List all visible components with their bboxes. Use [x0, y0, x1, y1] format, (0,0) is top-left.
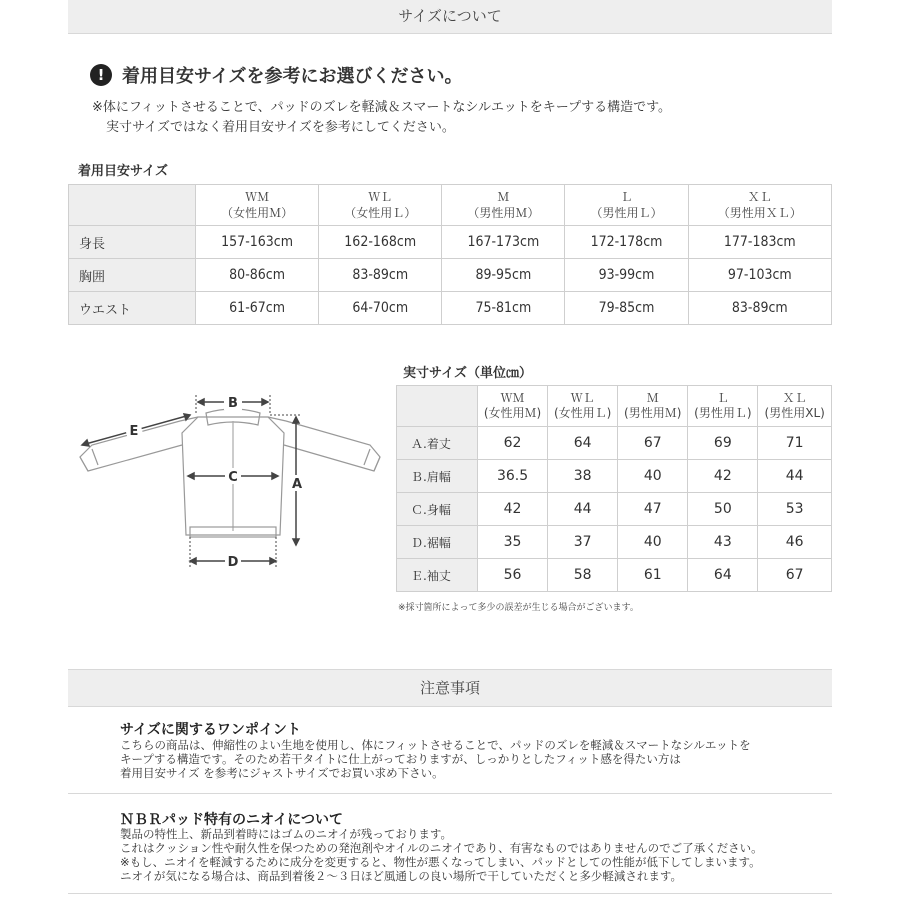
notice-line-2: 実寸サイズではなく着用目安サイズを参考にしてください。 — [106, 120, 455, 135]
column-note: （女性用Ｌ） — [344, 206, 417, 220]
column-size: Ｌ — [620, 190, 633, 204]
table-cell: 75-81cm — [442, 292, 565, 325]
row-label: ウエスト — [69, 292, 196, 325]
table-cell: 71 — [758, 427, 832, 460]
table-header-row — [397, 386, 832, 427]
column-note: （男性用ＸＬ） — [717, 206, 802, 220]
table-cell: 37 — [548, 526, 618, 559]
column-size: ＷＬ — [570, 391, 595, 405]
column-header — [758, 386, 832, 427]
table-cell: 167-173cm — [442, 226, 565, 259]
table-cell: 53 — [758, 493, 832, 526]
table-row — [69, 226, 832, 259]
table-cell: 80-86cm — [196, 259, 319, 292]
row-label: Ａ.着丈 — [397, 427, 478, 460]
table-cell: 40 — [618, 460, 688, 493]
table-cell: 83-89cm — [688, 292, 831, 325]
column-size: ＷＬ — [368, 190, 393, 204]
column-header — [478, 386, 548, 427]
caution-section-header — [68, 669, 832, 707]
table-cell: 38 — [548, 460, 618, 493]
notice-title: 着用目安サイズを参考にお選びください。 — [122, 66, 463, 87]
table-cell: 69 — [688, 427, 758, 460]
column-header — [548, 386, 618, 427]
table-cell: 61-67cm — [196, 292, 319, 325]
table-cell: 56 — [478, 559, 548, 592]
size-section-header — [68, 0, 832, 34]
section-heading-nbr-odor: ＮＢＲパッド特有のニオイについて — [120, 812, 344, 828]
table-cell: 64 — [688, 559, 758, 592]
label-b: B — [228, 396, 238, 411]
table-row — [397, 493, 832, 526]
table-cell: 64-70cm — [319, 292, 442, 325]
table-cell: 67 — [618, 427, 688, 460]
column-header — [319, 185, 442, 226]
column-size: ＸＬ — [747, 190, 772, 204]
measurement-arrows — [82, 395, 303, 567]
table-cell: 47 — [618, 493, 688, 526]
table-cell: 89-95cm — [442, 259, 565, 292]
exclamation-icon: ! — [90, 64, 112, 86]
actual-size-table — [396, 385, 832, 592]
table-cell: 35 — [478, 526, 548, 559]
section-divider — [68, 893, 832, 894]
table-corner — [397, 386, 478, 427]
column-header — [565, 185, 688, 226]
table-cell: 46 — [758, 526, 832, 559]
column-header — [442, 185, 565, 226]
table-row — [397, 559, 832, 592]
column-note: (男性用XL) — [764, 406, 825, 420]
column-note: (男性用Ｌ) — [694, 406, 752, 420]
fit-size-table — [68, 184, 832, 325]
table-cell: 162-168cm — [319, 226, 442, 259]
column-header — [618, 386, 688, 427]
size-section-title: サイズについて — [398, 7, 502, 25]
table-cell: 62 — [478, 427, 548, 460]
table-row — [397, 526, 832, 559]
column-size: Ｌ — [716, 391, 729, 405]
column-note: (女性用Ｌ) — [553, 406, 612, 420]
table-cell: 44 — [758, 460, 832, 493]
actual-table-label: 実寸サイズ（単位㎝） — [403, 366, 532, 381]
table-cell: 58 — [548, 559, 618, 592]
table-cell: 43 — [688, 526, 758, 559]
section-text-line: ※もし、ニオイを軽減するために成分を変更すると、物性が悪くなってしまい、パッドとしての性能が低下してしまいます。 — [120, 855, 761, 869]
table-cell: 36.5 — [478, 460, 548, 493]
table-row — [69, 259, 832, 292]
table-cell: 177-183cm — [688, 226, 831, 259]
row-label: Ｄ.裾幅 — [397, 526, 478, 559]
jacket-measurement-diagram — [70, 385, 390, 585]
table-cell: 97-103cm — [688, 259, 831, 292]
row-label: 身長 — [69, 226, 196, 259]
column-note: （女性用Ｍ） — [221, 206, 294, 220]
table-cell: 83-89cm — [319, 259, 442, 292]
row-label: 胸囲 — [69, 259, 196, 292]
column-size: Ｍ — [497, 190, 510, 204]
label-e: E — [129, 424, 139, 439]
measurement-footnote: ※採寸箇所によって多少の誤差が生じる場合がございます。 — [398, 603, 639, 613]
column-size: ＷＭ — [245, 190, 270, 204]
row-label: Ｃ.身幅 — [397, 493, 478, 526]
column-size: Ｍ — [646, 391, 659, 405]
column-note: （男性用Ｍ） — [467, 206, 540, 220]
label-d: D — [227, 555, 239, 570]
column-size: ＸＬ — [782, 391, 807, 405]
column-note: (女性用Ｍ) — [483, 406, 542, 420]
table-row — [397, 427, 832, 460]
section-text-line: キープする構造です。そのため若干タイトに仕上がっておりますが、しっかりとしたフィット感を得たい方は — [120, 752, 681, 766]
label-a: A — [291, 477, 303, 492]
table-row — [69, 292, 832, 325]
table-cell: 67 — [758, 559, 832, 592]
row-label: Ｅ.袖丈 — [397, 559, 478, 592]
table-cell: 40 — [618, 526, 688, 559]
label-c: C — [228, 470, 238, 485]
section-divider — [68, 793, 832, 794]
table-cell: 61 — [618, 559, 688, 592]
table-cell: 79-85cm — [565, 292, 688, 325]
table-cell: 44 — [548, 493, 618, 526]
section-text-line: 着用目安サイズ を参考にジャストサイズでお買い求め下さい。 — [120, 766, 444, 780]
notice-heading — [90, 62, 463, 88]
measurement-labels — [124, 394, 305, 570]
column-note: （男性用Ｌ） — [590, 206, 663, 220]
section-text-line: こちらの商品は、伸縮性のよい生地を使用し、体にフィットさせることで、パッドのズレを軽減＆スマートなシルエットを — [120, 738, 751, 752]
section-text-line: ニオイが気になる場合は、商品到着後２～３日ほど風通しの良い場所で干していただくと多少軽減されます。 — [120, 869, 682, 883]
column-note: (男性用Ｍ) — [624, 406, 682, 420]
table-corner — [69, 185, 196, 226]
fit-table-label: 着用目安サイズ — [78, 164, 168, 179]
column-header — [196, 185, 319, 226]
table-cell: 157-163cm — [196, 226, 319, 259]
section-text-line: 製品の特性上、新品到着時にはゴムのニオイが残っております。 — [120, 827, 453, 841]
table-row — [397, 460, 832, 493]
table-cell: 93-99cm — [565, 259, 688, 292]
column-header — [688, 185, 831, 226]
caution-section-title: 注意事項 — [419, 679, 480, 697]
table-cell: 172-178cm — [565, 226, 688, 259]
section-heading-size-tip: サイズに関するワンポイント — [120, 722, 301, 738]
notice-line-1: ※体にフィットさせることで、パッドのズレを軽減＆スマートなシルエットをキープする構造です。 — [92, 100, 672, 115]
table-cell: 42 — [478, 493, 548, 526]
table-cell: 64 — [548, 427, 618, 460]
column-header — [688, 386, 758, 427]
column-size: ＷＭ — [500, 391, 525, 405]
table-header-row — [69, 185, 832, 226]
table-cell: 42 — [688, 460, 758, 493]
table-cell: 50 — [688, 493, 758, 526]
section-text-line: これはクッション性や耐久性を保つための発泡剤やオイルのニオイであり、有害なものではありませんのでご了承ください。 — [120, 841, 763, 855]
row-label: Ｂ.肩幅 — [397, 460, 478, 493]
